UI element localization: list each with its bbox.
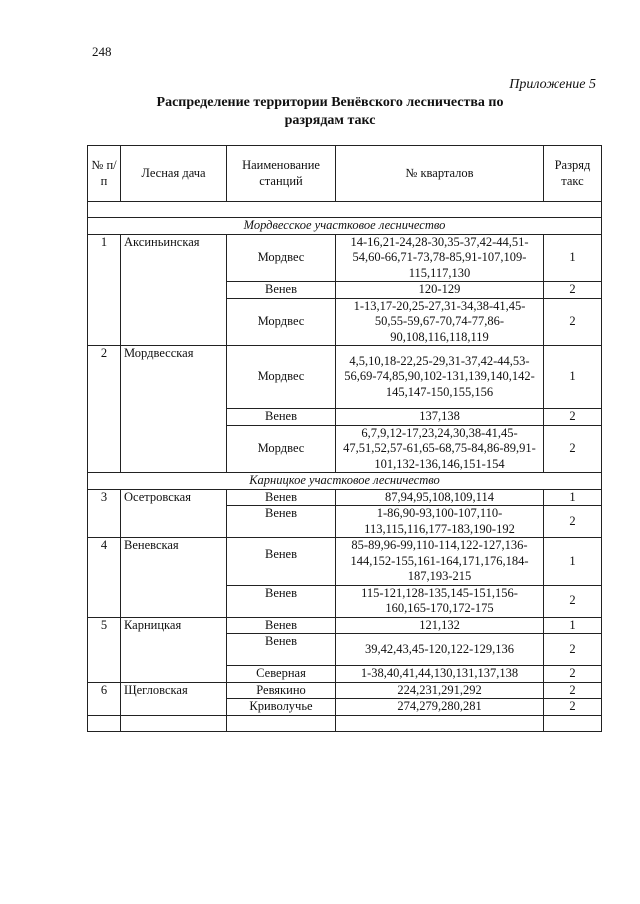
station-name: Венев [227, 617, 336, 634]
station-name: Мордвес [227, 346, 336, 409]
rank-value: 1 [544, 234, 602, 282]
quarters-list: 1-86,90-93,100-107,110-113,115,116,177-183,190-192 [336, 506, 544, 538]
dacha-name: Карницкая [121, 617, 227, 682]
row-number: 5 [88, 617, 121, 682]
forest-tax-table [87, 145, 602, 732]
table-row [88, 617, 602, 634]
quarters-list: 121,132 [336, 617, 544, 634]
station-name: Венев [227, 634, 336, 666]
rank-value: 2 [544, 298, 602, 346]
rank-value: 1 [544, 346, 602, 409]
quarters-list: 224,231,291,292 [336, 682, 544, 699]
row-number: 2 [88, 346, 121, 473]
dacha-name: Мордвесская [121, 346, 227, 473]
quarters-list: 274,279,280,281 [336, 699, 544, 716]
header-station: Наименование станций [227, 146, 336, 202]
rank-value: 2 [544, 409, 602, 426]
dacha-name: Веневская [121, 538, 227, 618]
header-quarters: № кварталов [336, 146, 544, 202]
quarters-list: 85-89,96-99,110-114,122-127,136-144,152-155,161-164,171,176,184-187,193-215 [336, 538, 544, 586]
station-name: Венев [227, 282, 336, 299]
section-label-mordves: Мордвесское участковое лесничество [88, 218, 602, 235]
page-title [130, 94, 530, 130]
quarters-list: 1-38,40,41,44,130,131,137,138 [336, 666, 544, 683]
station-name: Венев [227, 585, 336, 617]
station-name: Мордвес [227, 298, 336, 346]
rank-value: 2 [544, 282, 602, 299]
table-empty-row [88, 202, 602, 218]
header-dacha: Лесная дача [121, 146, 227, 202]
section-row-mordves [88, 218, 602, 235]
title-line-2: разрядам такс [284, 113, 376, 128]
rank-value: 1 [544, 617, 602, 634]
quarters-list: 87,94,95,108,109,114 [336, 489, 544, 506]
rank-value: 1 [544, 489, 602, 506]
station-name: Криволучье [227, 699, 336, 716]
quarters-list: 120-129 [336, 282, 544, 299]
row-number: 3 [88, 489, 121, 538]
quarters-list: 1-13,17-20,25-27,31-34,38-41,45-50,55-59,67-70,74-77,86-90,108,116,118,119 [336, 298, 544, 346]
rank-value: 1 [544, 538, 602, 586]
rank-value: 2 [544, 506, 602, 538]
quarters-list: 115-121,128-135,145-151,156-160,165-170,172-175 [336, 585, 544, 617]
section-label-karnits: Карницкое участковое лесничество [88, 473, 602, 490]
rank-value: 2 [544, 425, 602, 473]
station-name: Мордвес [227, 425, 336, 473]
quarters-list: 137,138 [336, 409, 544, 426]
station-name: Северная [227, 666, 336, 683]
table-empty-row [88, 715, 602, 731]
table-row [88, 538, 602, 586]
station-name: Венев [227, 506, 336, 538]
row-number: 4 [88, 538, 121, 618]
station-name: Венев [227, 409, 336, 426]
station-name: Венев [227, 489, 336, 506]
rank-value: 2 [544, 666, 602, 683]
table-row [88, 489, 602, 506]
quarters-list: 4,5,10,18-22,25-29,31-37,42-44,53-56,69-74,85,90,102-131,139,140,142-145,147-150,155,156 [336, 346, 544, 409]
station-name: Венев [227, 538, 336, 586]
dacha-name: Аксиньинская [121, 234, 227, 346]
table-row [88, 346, 602, 409]
rank-value: 2 [544, 682, 602, 699]
rank-value: 2 [544, 699, 602, 716]
rank-value: 2 [544, 585, 602, 617]
table-header-row [88, 146, 602, 202]
row-number: 6 [88, 682, 121, 715]
table-row [88, 682, 602, 699]
quarters-list: 6,7,9,12-17,23,24,30,38-41,45-47,51,52,57-61,65-68,75-84,86-89,91-101,132-136,146,151-154 [336, 425, 544, 473]
header-num: № п/п [88, 146, 121, 202]
appendix-label: Приложение 5 [509, 77, 596, 92]
header-rank: Разряд такс [544, 146, 602, 202]
page-number: 248 [92, 44, 112, 59]
row-number: 1 [88, 234, 121, 346]
rank-value: 2 [544, 634, 602, 666]
dacha-name: Осетровская [121, 489, 227, 538]
dacha-name: Щегловская [121, 682, 227, 715]
section-row-karnits [88, 473, 602, 490]
quarters-list: 39,42,43,45-120,122-129,136 [336, 634, 544, 666]
quarters-list: 14-16,21-24,28-30,35-37,42-44,51-54,60-66,71-73,78-85,91-107,109-115,117,130 [336, 234, 544, 282]
title-line-1: Распределение территории Венёвского лесничества по [156, 95, 504, 110]
station-name: Ревякино [227, 682, 336, 699]
table-row [88, 234, 602, 282]
station-name: Мордвес [227, 234, 336, 282]
